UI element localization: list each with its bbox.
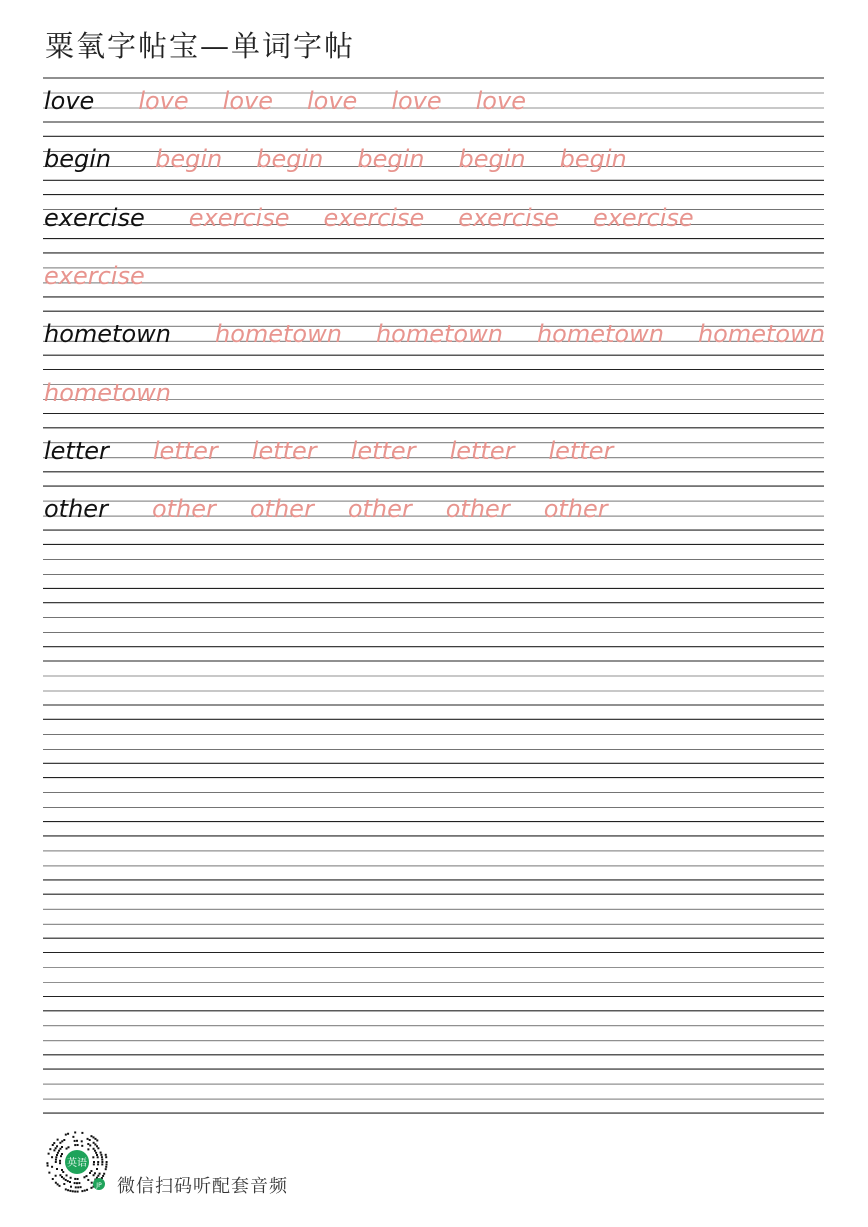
trace-word: letter <box>350 436 416 465</box>
trace-word: exercise <box>44 261 145 290</box>
trace-word: exercise <box>458 203 559 232</box>
trace-word: exercise <box>592 203 694 232</box>
trace-word: other <box>347 495 412 524</box>
trace-word: exercise <box>323 203 425 232</box>
trace-word: letter <box>548 436 614 465</box>
trace-word: letter <box>251 436 317 465</box>
trace-word: hometown <box>214 320 342 349</box>
trace-word: love <box>222 87 273 115</box>
qr-badge-text: 英语 <box>67 1158 87 1169</box>
footer-caption: 微信扫码听配套音频 <box>117 1176 288 1197</box>
qr-corner-text: JP <box>96 1182 102 1189</box>
qr-code-icon[interactable] <box>42 1127 112 1197</box>
page-title: 粟氧字帖宝—单词字帖 <box>45 29 356 63</box>
trace-word: other <box>151 495 216 524</box>
model-word: begin <box>44 145 112 174</box>
model-word: exercise <box>44 203 145 232</box>
trace-word: love <box>475 87 526 115</box>
trace-word: begin <box>357 145 425 174</box>
trace-word: exercise <box>188 203 290 232</box>
trace-word: letter <box>449 436 515 465</box>
trace-word: other <box>445 495 510 524</box>
model-word: other <box>44 495 108 524</box>
model-word: letter <box>44 436 109 465</box>
trace-word: hometown <box>697 320 825 349</box>
trace-word: hometown <box>536 320 664 349</box>
trace-word: begin <box>559 145 627 174</box>
trace-word: begin <box>458 145 526 174</box>
model-word: love <box>44 87 95 115</box>
trace-word: begin <box>155 145 223 174</box>
trace-word: letter <box>152 436 218 465</box>
trace-word: hometown <box>44 378 171 407</box>
model-word: hometown <box>44 320 171 349</box>
trace-word: other <box>543 495 608 524</box>
trace-word: begin <box>256 145 324 174</box>
trace-word: love <box>391 87 442 115</box>
trace-word: love <box>138 87 189 115</box>
trace-word: love <box>306 87 358 115</box>
trace-word: hometown <box>375 320 503 349</box>
trace-word: other <box>249 495 314 524</box>
